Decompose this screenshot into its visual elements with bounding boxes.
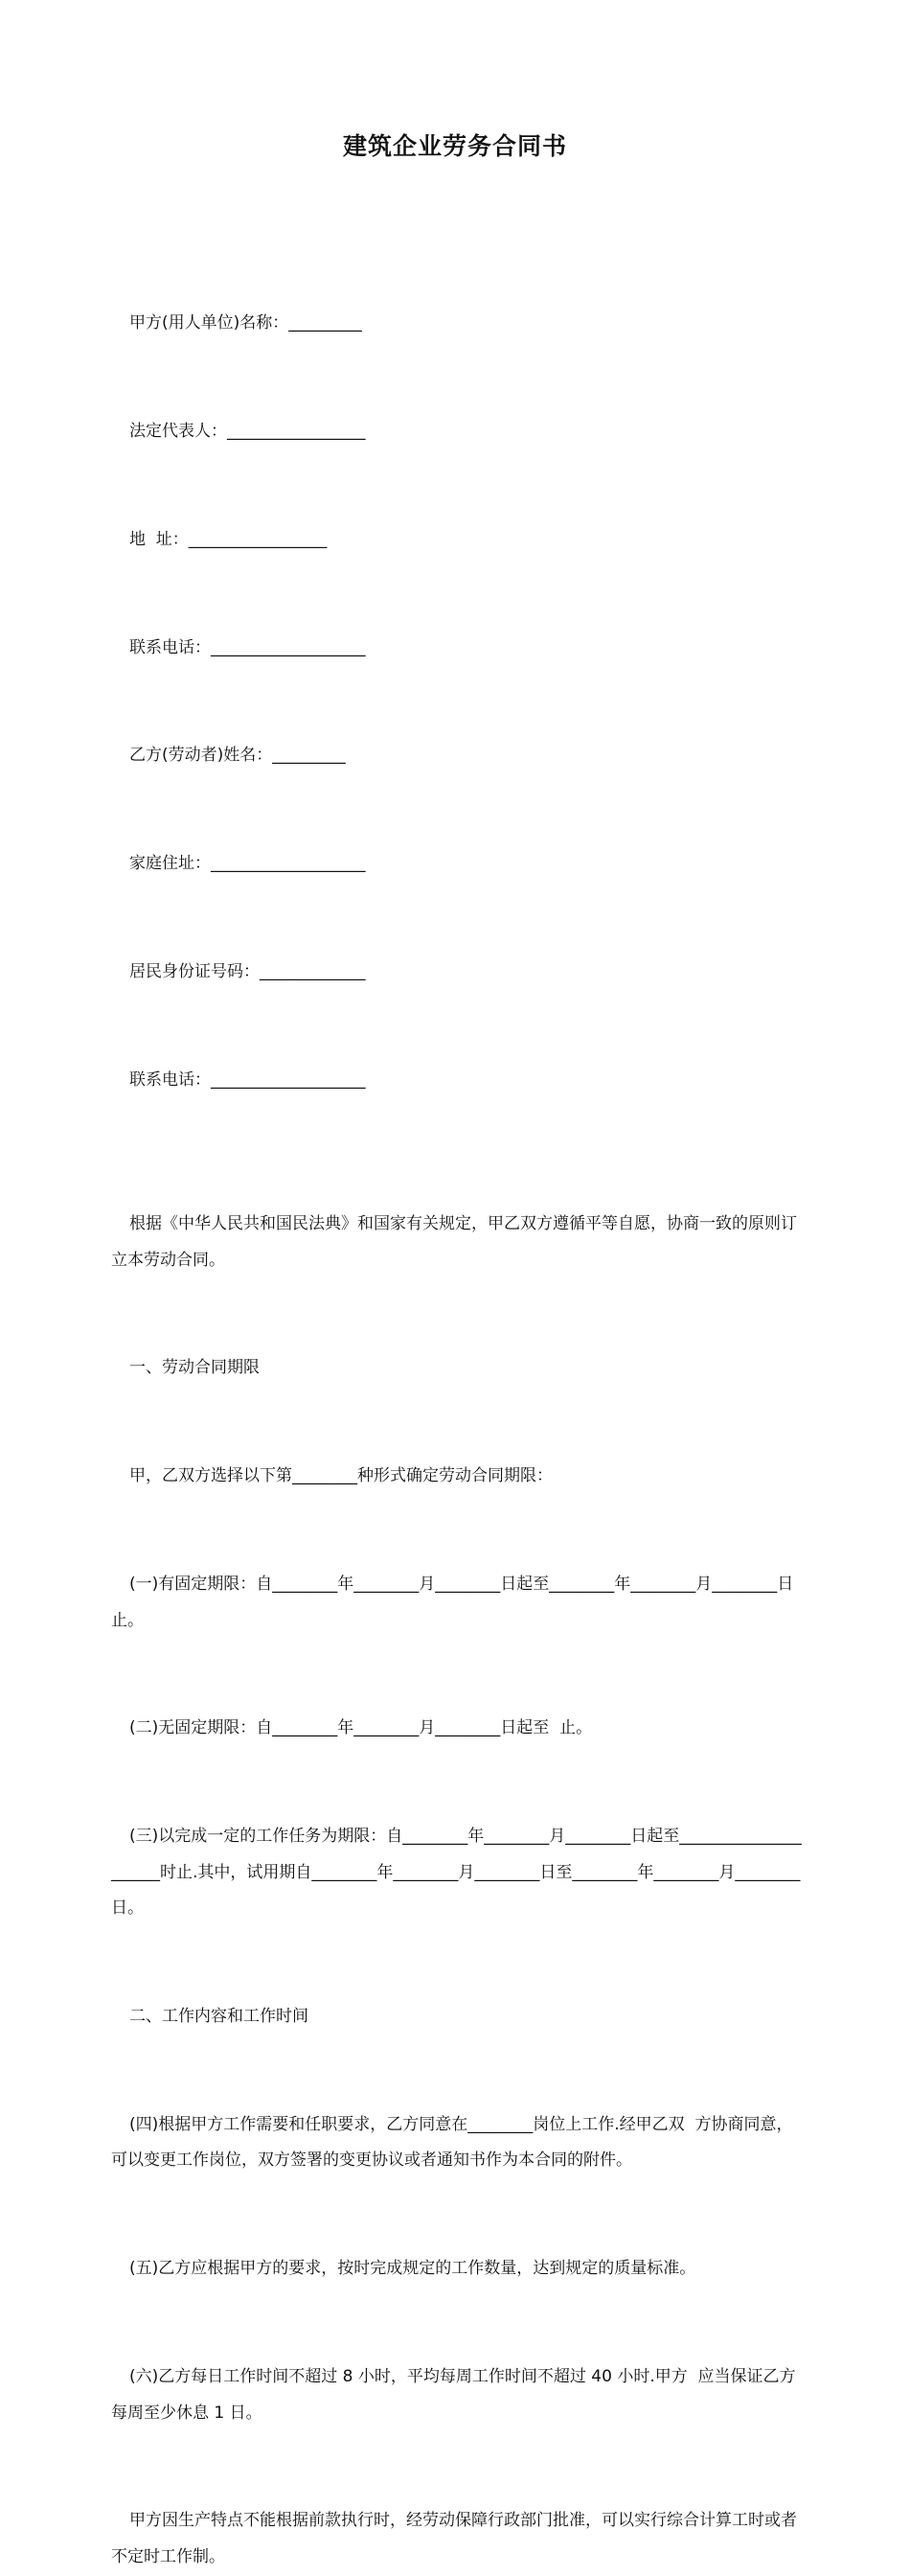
field-party-a-phone: 联系电话：___________________ — [129, 637, 366, 657]
field-party-b-phone: 联系电话：___________________ — [129, 1070, 366, 1090]
document-title: 建筑企业劳务合同书 — [342, 132, 567, 160]
field-party-b-name: 乙方(劳动者)姓名：_________ — [129, 746, 346, 766]
closing-paragraph: 甲方因生产特点不能根据前款执行时，经劳动保障行政部门批准，可以实行综合计算工时或者不定时工作制。 — [111, 2511, 797, 2566]
document-body — [111, 234, 803, 2576]
field-id-number: 居民身份证号码：_____________ — [129, 961, 366, 981]
field-legal-representative: 法定代表人：_________________ — [129, 421, 366, 441]
term-choice-paragraph: 甲，乙双方选择以下第________种形式确定劳动合同期限： — [129, 1466, 553, 1486]
field-party-a-name: 甲方(用人单位)名称：_________ — [129, 313, 362, 334]
term-item-fixed: (一)有固定期限：自________年________月________日起至________年________月________日止。 — [111, 1574, 794, 1630]
section-heading-term: 一、劳动合同期限 — [129, 1358, 260, 1378]
field-home-address: 家庭住址：___________________ — [129, 854, 366, 874]
field-address: 地 址：_________________ — [129, 529, 328, 549]
intro-paragraph: 根据《中华人民共和国民法典》和国家有关规定，甲乙双方遵循平等自愿，协商一致的原则订立本劳动合同。 — [111, 1214, 797, 1270]
section-heading-work: 二、工作内容和工作时间 — [129, 2007, 308, 2027]
work-item-position: (四)根据甲方工作需要和任职要求，乙方同意在________岗位上工作.经甲乙双 方协商同意，可以变更工作岗位，双方签署的变更协议或者通知书作为本合同的附件。 — [111, 2114, 793, 2171]
term-item-task-based: (三)以完成一定的工作任务为期限：自________年________月________日起至_____________________时止.其中，试用期自________年________月________日至________年________月________日。 — [111, 1827, 802, 1919]
work-item-hours: (六)乙方每日工作时间不超过 8 小时，平均每周工作时间不超过 40 小时.甲方 应当保证乙方每周至少休息 1 日。 — [111, 2367, 796, 2423]
term-item-open-ended: (二)无固定期限：自________年________月________日起至 止。 — [129, 1718, 593, 1738]
work-item-quality: (五)乙方应根据甲方的要求，按时完成规定的工作数量，达到规定的质量标准。 — [129, 2259, 696, 2279]
